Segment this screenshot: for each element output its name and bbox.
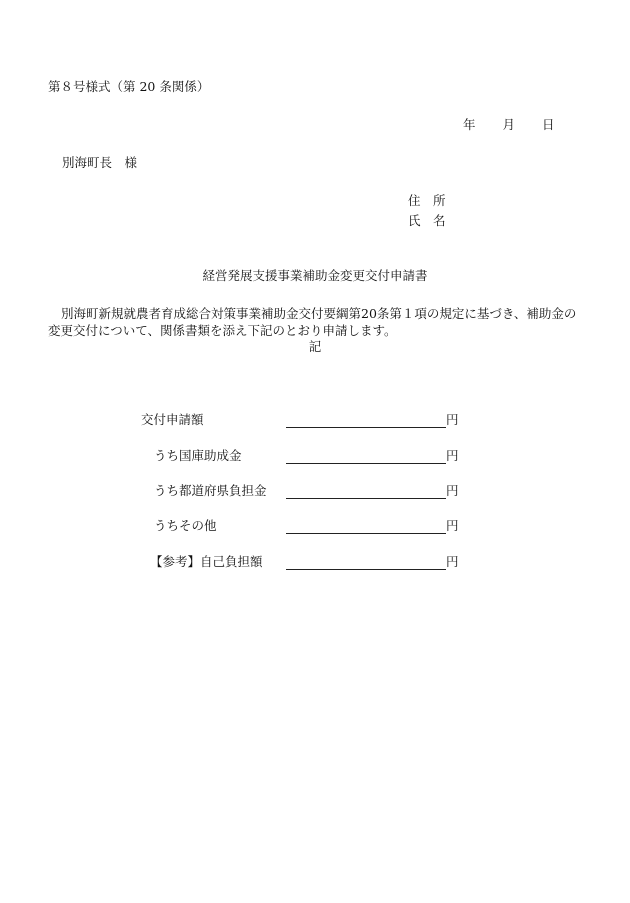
year-label: 年 bbox=[463, 117, 476, 132]
month-label: 月 bbox=[502, 117, 516, 132]
day-label: 日 bbox=[542, 117, 555, 132]
yen-unit: 円 bbox=[446, 412, 459, 427]
form-number: 第８号様式（第 20 条関係） bbox=[48, 79, 210, 94]
amount-row-other bbox=[0, 520, 630, 538]
address-label: 住 所 bbox=[408, 193, 446, 208]
ki-heading: 記 bbox=[308, 339, 322, 354]
amount-row-application bbox=[0, 414, 630, 432]
recipient: 別海町長 様 bbox=[62, 155, 138, 170]
yen-unit: 円 bbox=[446, 483, 459, 498]
yen-unit: 円 bbox=[446, 448, 459, 463]
amount-row-self-burden bbox=[0, 556, 630, 574]
amount-label: 交付申請額 bbox=[141, 412, 204, 427]
amount-blank-line[interactable] bbox=[286, 463, 446, 464]
yen-unit: 円 bbox=[446, 518, 459, 533]
body-text: 別海町新規就農者育成総合対策事業補助金交付要綱第20条第１項の規定に基づき、補助金の変更交付について、関係書類を添え下記のとおり申請します。 bbox=[48, 306, 577, 338]
amount-label: うち国庫助成金 bbox=[154, 448, 242, 463]
amount-label: うち都道府県負担金 bbox=[154, 483, 267, 498]
amount-label: 【参考】自己負担額 bbox=[150, 554, 263, 569]
document-title: 経営発展支援事業補助金変更交付申請書 bbox=[202, 268, 428, 283]
amount-row-prefecture bbox=[0, 485, 630, 503]
yen-unit: 円 bbox=[446, 554, 459, 569]
amount-row-national bbox=[0, 450, 630, 468]
name-label: 氏 名 bbox=[408, 213, 446, 228]
amount-blank-line[interactable] bbox=[286, 427, 446, 428]
amount-label: うちその他 bbox=[154, 518, 217, 533]
amount-blank-line[interactable] bbox=[286, 533, 446, 534]
amount-blank-line[interactable] bbox=[286, 498, 446, 499]
date-line bbox=[463, 119, 555, 132]
amount-blank-line[interactable] bbox=[286, 569, 446, 570]
